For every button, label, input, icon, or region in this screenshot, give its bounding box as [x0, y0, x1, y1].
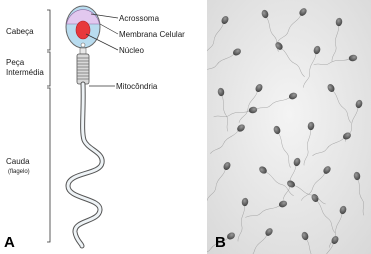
micrograph-background — [207, 0, 371, 254]
label-head: Cabeça — [6, 27, 34, 36]
label-tail: Cauda — [6, 157, 30, 166]
label-mitochondria: Mitocôndria — [116, 82, 158, 91]
label-tail-note: (flagelo) — [8, 169, 30, 175]
label-cell-membrane: Membrana Celular — [119, 30, 185, 39]
tail-bracket — [47, 88, 50, 242]
label-nucleus: Núcleo — [119, 46, 144, 55]
panel-label-b: B — [215, 234, 226, 251]
panel-label-a: A — [4, 234, 15, 251]
label-midpiece-2: Intermédia — [6, 68, 44, 77]
tail-flagellum — [68, 84, 102, 246]
centriole — [81, 43, 85, 47]
neck — [80, 48, 86, 54]
midpiece-bracket — [47, 52, 50, 86]
region-brackets — [47, 10, 50, 242]
midpiece — [77, 48, 89, 84]
label-acrosome: Acrossoma — [119, 14, 160, 23]
label-midpiece-1: Peça — [6, 58, 25, 67]
nucleus-shape — [76, 21, 90, 39]
sperm-head — [66, 6, 100, 48]
sperm-micrograph — [207, 0, 371, 254]
midpiece-body — [77, 54, 89, 84]
head-bracket — [47, 10, 50, 50]
leader-membrane — [100, 24, 118, 34]
